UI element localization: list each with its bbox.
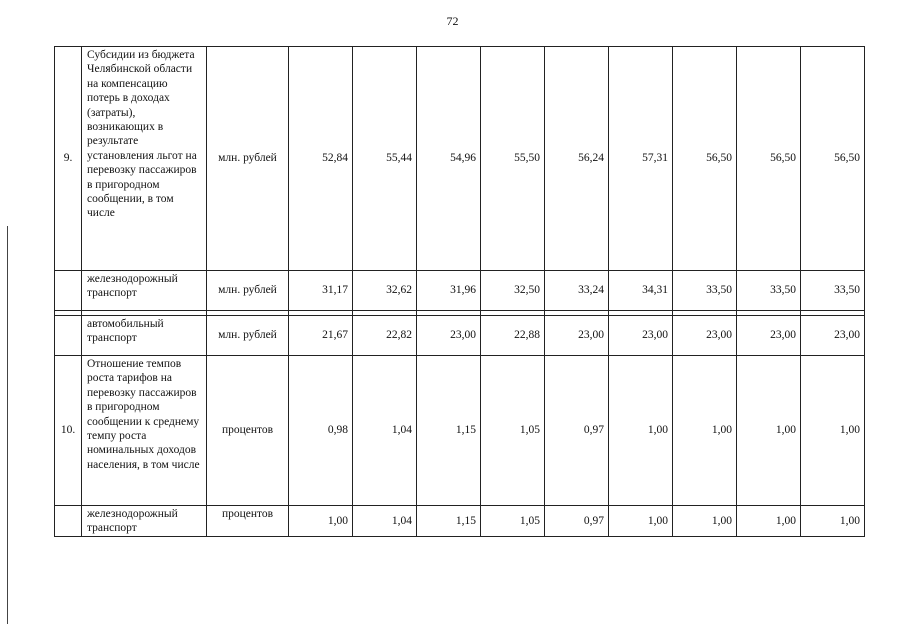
value-cell: 32,50	[481, 271, 545, 311]
value-cell: 52,84	[289, 47, 353, 271]
value-cell: 1,00	[673, 506, 737, 537]
value-cell: 56,50	[673, 47, 737, 271]
value-cell: 1,05	[481, 356, 545, 506]
value-cell: 1,05	[481, 506, 545, 537]
value-cell: 33,50	[673, 271, 737, 311]
value-cell: 23,00	[737, 316, 801, 356]
row-number	[55, 271, 82, 311]
indicator-name: Субсидии из бюджета Челябинской области на компенсацию потерь в доходах (затраты), возникающих в результате установления льгот на перевозку пассажиров в пригородном сообщении, в том числе	[82, 47, 207, 271]
value-cell: 1,00	[801, 356, 865, 506]
margin-line	[7, 226, 8, 624]
table-row	[55, 271, 865, 311]
value-cell: 23,00	[801, 316, 865, 356]
value-cell: 32,62	[353, 271, 417, 311]
value-cell: 23,00	[609, 316, 673, 356]
table-row	[55, 506, 865, 537]
value-cell: 33,50	[737, 271, 801, 311]
indicator-name: Отношение темпов роста тарифов на перевозку пассажиров в пригородном сообщении к среднему темпу роста номинальных доходов населения, в том числе	[82, 356, 207, 506]
value-cell: 22,88	[481, 316, 545, 356]
page-number: 72	[446, 14, 459, 28]
indicator-name: железнодорожный транспорт	[82, 271, 207, 311]
table-row	[55, 356, 865, 506]
value-cell: 57,31	[609, 47, 673, 271]
value-cell: 1,00	[801, 506, 865, 537]
value-cell: 1,15	[417, 506, 481, 537]
indicator-name: автомобильный транспорт	[82, 316, 207, 356]
value-cell: 1,00	[737, 506, 801, 537]
value-cell: 1,00	[737, 356, 801, 506]
row-number: 10.	[55, 356, 82, 506]
value-cell: 21,67	[289, 316, 353, 356]
value-cell: 33,50	[801, 271, 865, 311]
value-cell: 31,96	[417, 271, 481, 311]
value-cell: 33,24	[545, 271, 609, 311]
value-cell: 1,00	[609, 506, 673, 537]
value-cell: 0,97	[545, 356, 609, 506]
unit-cell: млн. рублей	[207, 316, 289, 356]
value-cell: 23,00	[673, 316, 737, 356]
value-cell: 1,00	[673, 356, 737, 506]
value-cell: 54,96	[417, 47, 481, 271]
unit-cell: процентов	[207, 506, 289, 537]
value-cell: 1,04	[353, 506, 417, 537]
row-number	[55, 506, 82, 537]
value-cell: 1,15	[417, 356, 481, 506]
value-cell: 31,17	[289, 271, 353, 311]
value-cell: 0,98	[289, 356, 353, 506]
row-number	[55, 316, 82, 356]
value-cell: 1,04	[353, 356, 417, 506]
table-row	[55, 47, 865, 271]
unit-cell: млн. рублей	[207, 47, 289, 271]
value-cell: 22,82	[353, 316, 417, 356]
value-cell: 23,00	[545, 316, 609, 356]
data-table	[54, 46, 865, 537]
indicator-name: железнодорожный транспорт	[82, 506, 207, 537]
value-cell: 55,44	[353, 47, 417, 271]
value-cell: 56,50	[801, 47, 865, 271]
unit-cell: процентов	[207, 356, 289, 506]
value-cell: 56,50	[737, 47, 801, 271]
table-row	[55, 316, 865, 356]
row-number: 9.	[55, 47, 82, 271]
value-cell: 55,50	[481, 47, 545, 271]
value-cell: 0,97	[545, 506, 609, 537]
value-cell: 34,31	[609, 271, 673, 311]
unit-cell: млн. рублей	[207, 271, 289, 311]
value-cell: 23,00	[417, 316, 481, 356]
value-cell: 1,00	[609, 356, 673, 506]
value-cell: 56,24	[545, 47, 609, 271]
value-cell: 1,00	[289, 506, 353, 537]
